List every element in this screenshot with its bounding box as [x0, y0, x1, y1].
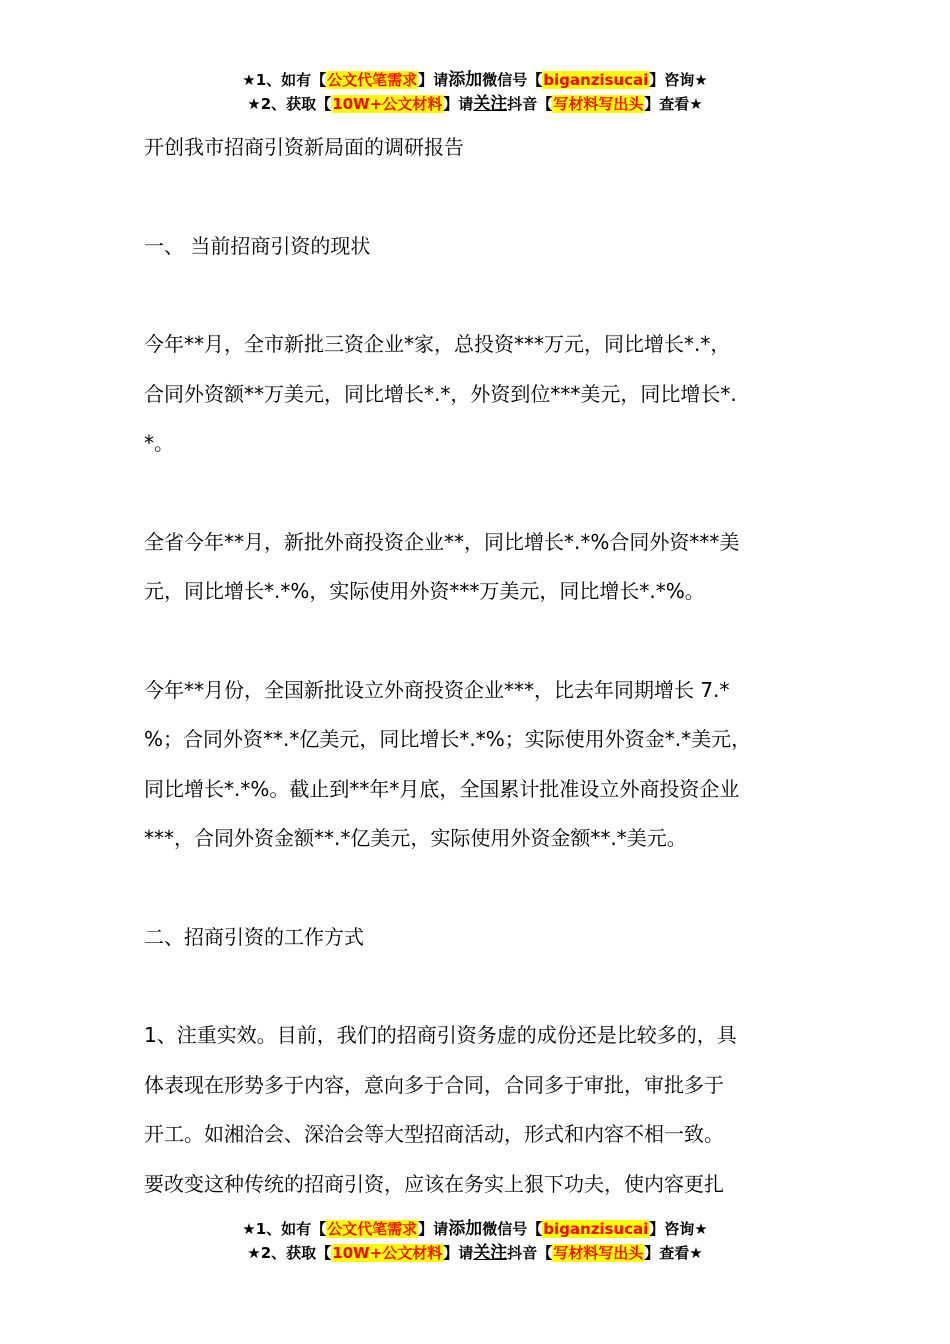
- document-body: [144, 123, 834, 1209]
- paragraph-line: ***，合同外资金额**.*亿美元，实际使用外资金额**.*美元。: [144, 826, 687, 850]
- promo-text: 抖音【: [507, 1244, 553, 1262]
- promo-line-2: [0, 92, 950, 116]
- promo-emphasis: 添加: [448, 1219, 483, 1239]
- promo-line-1: [0, 68, 950, 92]
- promo-highlight: 写材料写出头: [553, 95, 644, 113]
- promo-emphasis: 添加: [448, 70, 483, 90]
- promo-emphasis: 关注: [473, 1243, 508, 1263]
- paragraph-line: 体表现在形势多于内容，意向多于合同，合同多于审批，审批多于: [144, 1072, 724, 1097]
- promo-emphasis: 关注: [473, 94, 508, 114]
- promo-highlight: biganzisucai: [543, 71, 649, 89]
- promo-text: 微信号【: [482, 71, 543, 89]
- promo-text: 】请: [418, 71, 449, 89]
- paragraph-line: 1、注重实效。目前，我们的招商引资务虚的成份还是比较多的，具: [144, 1023, 737, 1047]
- promo-highlight: biganzisucai: [543, 1220, 649, 1238]
- promo-banner-top: [0, 68, 950, 116]
- paragraph-line: 开工。如湘洽会、深洽会等大型招商活动，形式和内容不相一致。: [144, 1122, 724, 1146]
- paragraph-line: 同比增长*.*%。截止到**年*月底，全国累计批准设立外商投资企业: [144, 776, 740, 801]
- promo-highlight: 公文代笔需求: [327, 71, 418, 89]
- promo-text: 】查看★: [644, 95, 703, 113]
- promo-highlight: 10W+公文材料: [332, 1244, 443, 1262]
- promo-text: 】请: [443, 95, 474, 113]
- promo-text: ★1、如有【: [242, 71, 327, 89]
- promo-text: 】查看★: [644, 1244, 703, 1262]
- promo-highlight: 写材料写出头: [553, 1244, 644, 1262]
- paragraph-line: *。: [144, 431, 174, 455]
- paragraph-line: 今年**月份，全国新批设立外商投资企业***，比去年同期增长 7.*: [144, 677, 730, 702]
- promo-text: 】咨询★: [649, 1220, 708, 1238]
- promo-text: 抖音【: [507, 95, 553, 113]
- paragraph-line: 今年**月，全市新批三资企业*家，总投资***万元，同比增长*.*，: [144, 332, 731, 356]
- promo-text: ★2、获取【: [247, 95, 332, 113]
- paragraph-line: 要改变这种传统的招商引资，应该在务实上狠下功夫，使内容更扎: [144, 1171, 724, 1196]
- section-heading-1: 一、 当前招商引资的现状: [144, 233, 371, 258]
- section-heading-2: 二、招商引资的工作方式: [144, 924, 364, 949]
- promo-text: ★1、如有【: [242, 1220, 327, 1238]
- promo-banner-bottom: [0, 1217, 950, 1265]
- paragraph-line: %；合同外资**.*亿美元，同比增长*.*%；实际使用外资金*.*美元，: [144, 727, 752, 751]
- paragraph-line: 合同外资额**万美元，同比增长*.*，外资到位***美元，同比增长*.: [144, 381, 737, 406]
- promo-text: 微信号【: [482, 1220, 543, 1238]
- promo-highlight: 10W+公文材料: [332, 95, 443, 113]
- promo-text: ★2、获取【: [247, 1244, 332, 1262]
- promo-text: 】请: [443, 1244, 474, 1262]
- promo-highlight: 公文代笔需求: [327, 1220, 418, 1238]
- promo-text: 】请: [418, 1220, 449, 1238]
- promo-line-1: [0, 1217, 950, 1241]
- paragraph-line: 全省今年**月，新批外商投资企业**，同比增长*.*%合同外资***美: [144, 529, 740, 554]
- promo-text: 】咨询★: [649, 71, 708, 89]
- paragraph-line: 元，同比增长*.*%，实际使用外资***万美元，同比增长*.*%。: [144, 579, 705, 603]
- promo-line-2: [0, 1241, 950, 1265]
- document-title: 开创我市招商引资新局面的调研报告: [144, 135, 464, 159]
